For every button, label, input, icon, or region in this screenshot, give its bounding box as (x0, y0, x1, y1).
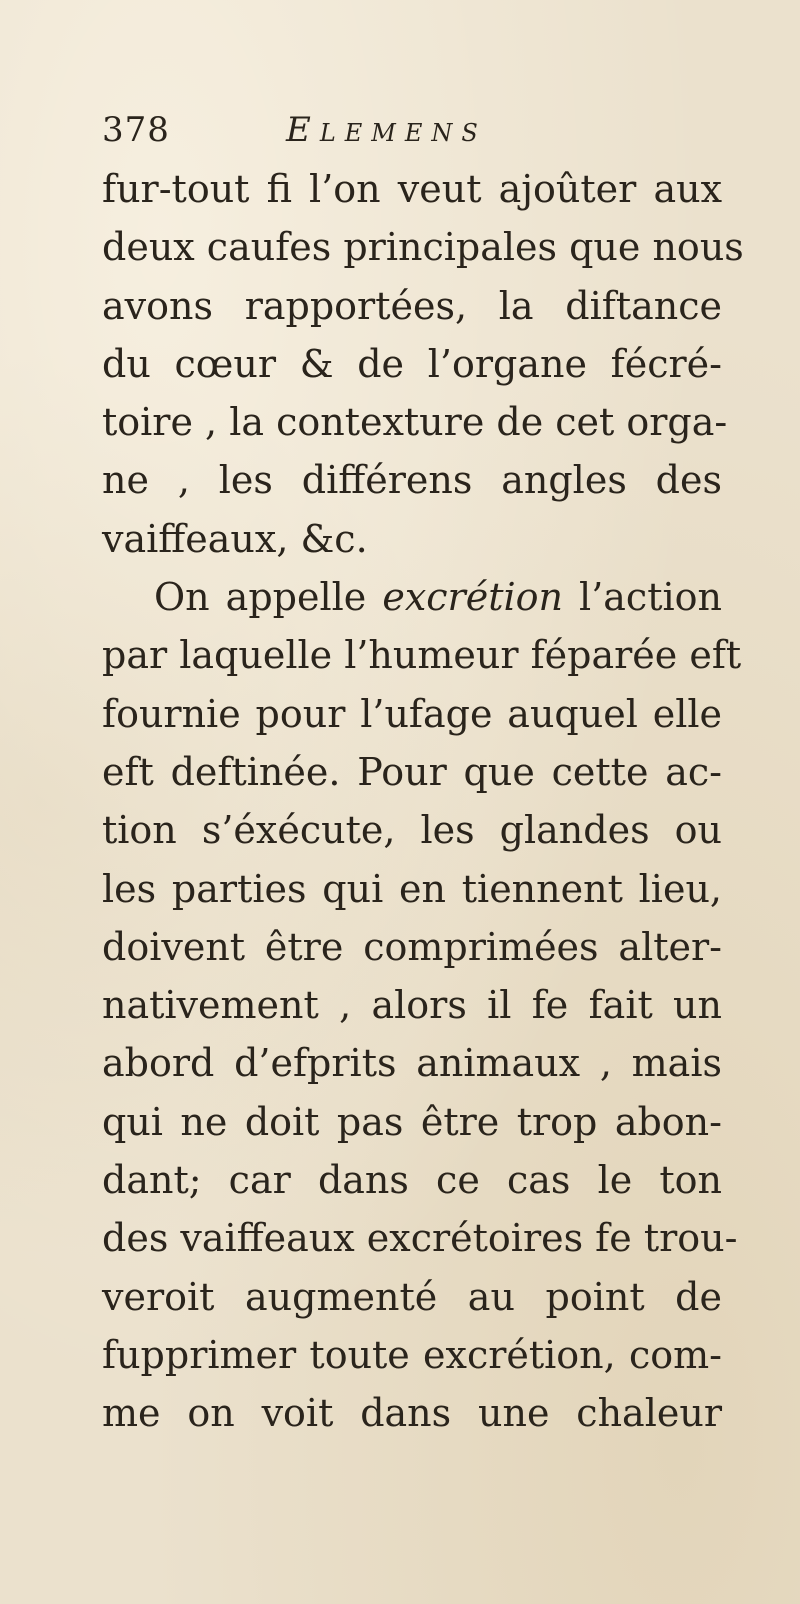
text-line: doivent être comprimées alter- (102, 924, 722, 969)
text-line: tion s’éxécute, les glandes ou (102, 808, 722, 853)
text-line: avons rapportées, la diftance (102, 283, 722, 328)
text-line: nativement , alors il fe fait un (102, 983, 722, 1028)
text-line: qui ne doit pas être trop abon- (102, 1099, 722, 1144)
text-line: fournie pour l’ufage auquel elle (102, 691, 722, 736)
page-number: 378 (102, 110, 170, 150)
text-line: abord d’efprits animaux , mais (102, 1041, 722, 1086)
text-line: me on voit dans une chaleur (102, 1391, 722, 1436)
text-line: ne , les différens angles des (102, 458, 722, 503)
text-line: dant; car dans ce cas le ton (102, 1158, 722, 1203)
emphasized-term: excrétion (382, 575, 563, 620)
text-run: l’action (579, 575, 722, 620)
text-line: fur-tout fi l’on veut ajoûter aux (102, 167, 722, 211)
body-text (102, 160, 744, 1443)
page-header (102, 110, 722, 162)
text-line: du cœur & de l’organe fécré- (102, 341, 722, 386)
text-line: les parties qui en tiennent lieu, (102, 866, 722, 911)
text-line: eft deftinée. Pour que cette ac- (102, 749, 722, 794)
text-line: toire , la contexture de cet orga- (102, 400, 728, 445)
text-line: fupprimer toute excrétion, com- (102, 1332, 722, 1377)
text-line: deux caufes principales que nous (102, 225, 744, 270)
text-run: On appelle (154, 575, 367, 620)
running-head: Elemens (286, 110, 487, 150)
text-line: vaiffeaux, &c. (102, 516, 368, 561)
paragraph-first-line (102, 568, 722, 626)
text-line: veroit augmenté au point de (102, 1274, 722, 1319)
text-line: des vaiffeaux excrétoires fe trou- (102, 1216, 738, 1261)
text-line: par laquelle l’humeur féparée eft (102, 633, 742, 678)
